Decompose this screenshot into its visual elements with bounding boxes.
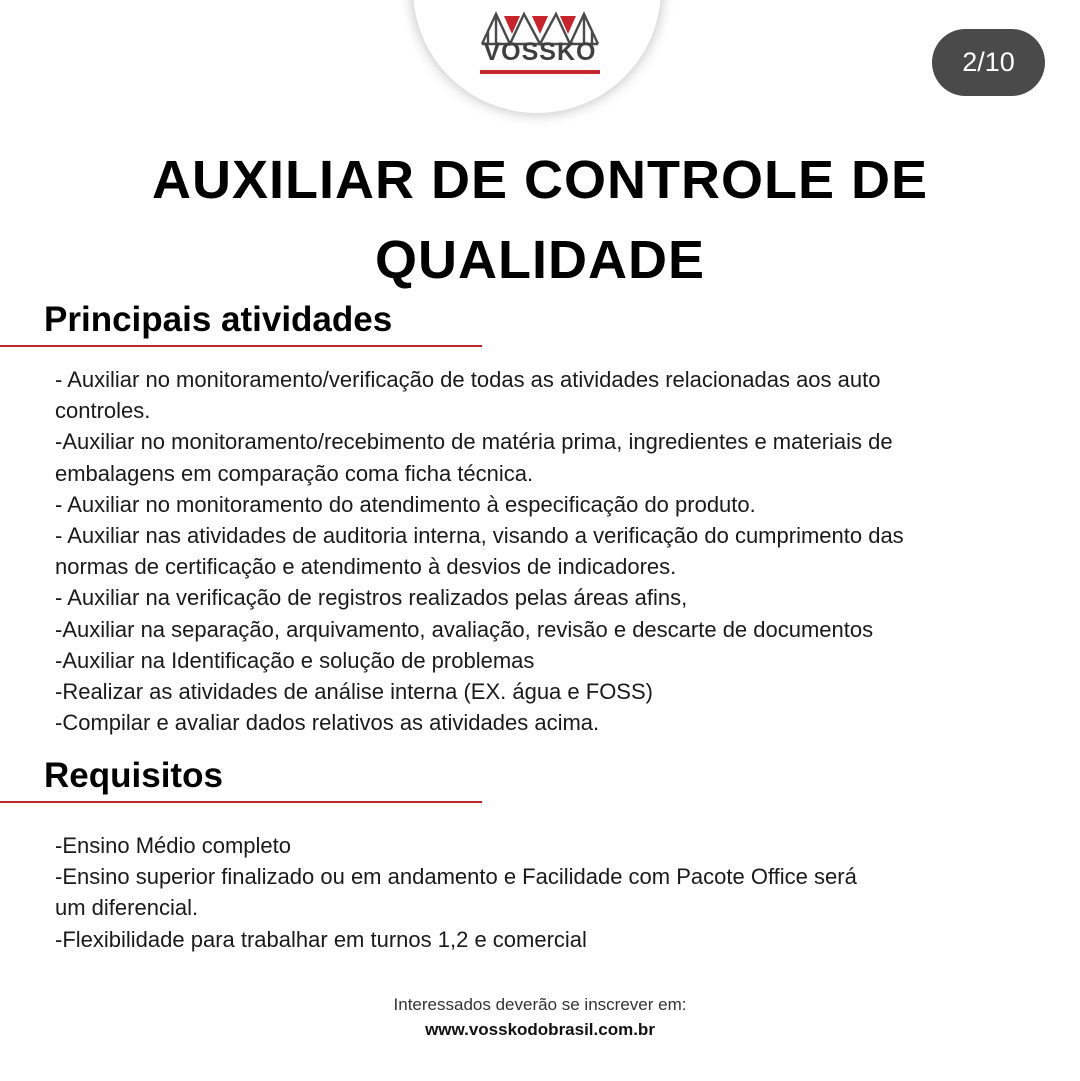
list-line: - Auxiliar no monitoramento/verificação de todas as atividades relacionadas aos auto xyxy=(55,367,881,392)
list-line: - Auxiliar no monitoramento do atendimento à especificação do produto. xyxy=(55,491,756,517)
list-line: -Compilar e avaliar dados relativos as atividades acima. xyxy=(55,710,600,736)
list-line: um diferencial. xyxy=(55,895,199,921)
logo-underline xyxy=(480,70,600,74)
list-line: -Auxiliar na Identificação e solução de problemas xyxy=(55,647,535,673)
website-link[interactable]: www.vosskodobrasil.com.br xyxy=(425,1020,655,1039)
section-divider xyxy=(0,345,482,347)
list-line: -Auxiliar na separação, arquivamento, avaliação, revisão e descarte de documentos xyxy=(55,616,874,642)
footer-note: Interessados deverão se inscrever em: xyxy=(393,995,687,1014)
list-line: normas de certificação e atendimento à desvios de indicadores. xyxy=(55,554,677,580)
list-line: -Realizar as atividades de análise interna (EX. água e FOSS) xyxy=(55,679,653,705)
list-line: embalagens em comparação coma ficha técnica. xyxy=(55,460,534,486)
list-line: -Flexibilidade para trabalhar em turnos 1,2 e comercial xyxy=(55,926,587,952)
list-line: -Ensino Médio completo xyxy=(55,833,292,858)
list-line: -Ensino superior finalizado ou em andamento e Facilidade com Pacote Office será xyxy=(55,864,857,890)
list-line: -Auxiliar no monitoramento/recebimento de matéria prima, ingredientes e materiais de xyxy=(55,429,893,455)
activities-list xyxy=(55,364,904,738)
logo-wordmark: VOSSKO xyxy=(483,38,597,66)
page-title: AUXILIAR DE CONTROLE DE QUALIDADE xyxy=(151,150,929,290)
list-line: - Auxiliar na verificação de registros realizados pelas áreas afins, xyxy=(55,585,688,611)
page-indicator: 2/10 xyxy=(932,29,1045,96)
section-divider xyxy=(0,801,482,803)
list-line: controles. xyxy=(55,398,151,424)
section-heading-activities: Principais atividades xyxy=(44,300,393,339)
requirements-list xyxy=(55,830,857,955)
section-heading-requirements: Requisitos xyxy=(44,756,223,795)
list-line: - Auxiliar nas atividades de auditoria interna, visando a verificação do cumprimento das xyxy=(55,523,904,549)
